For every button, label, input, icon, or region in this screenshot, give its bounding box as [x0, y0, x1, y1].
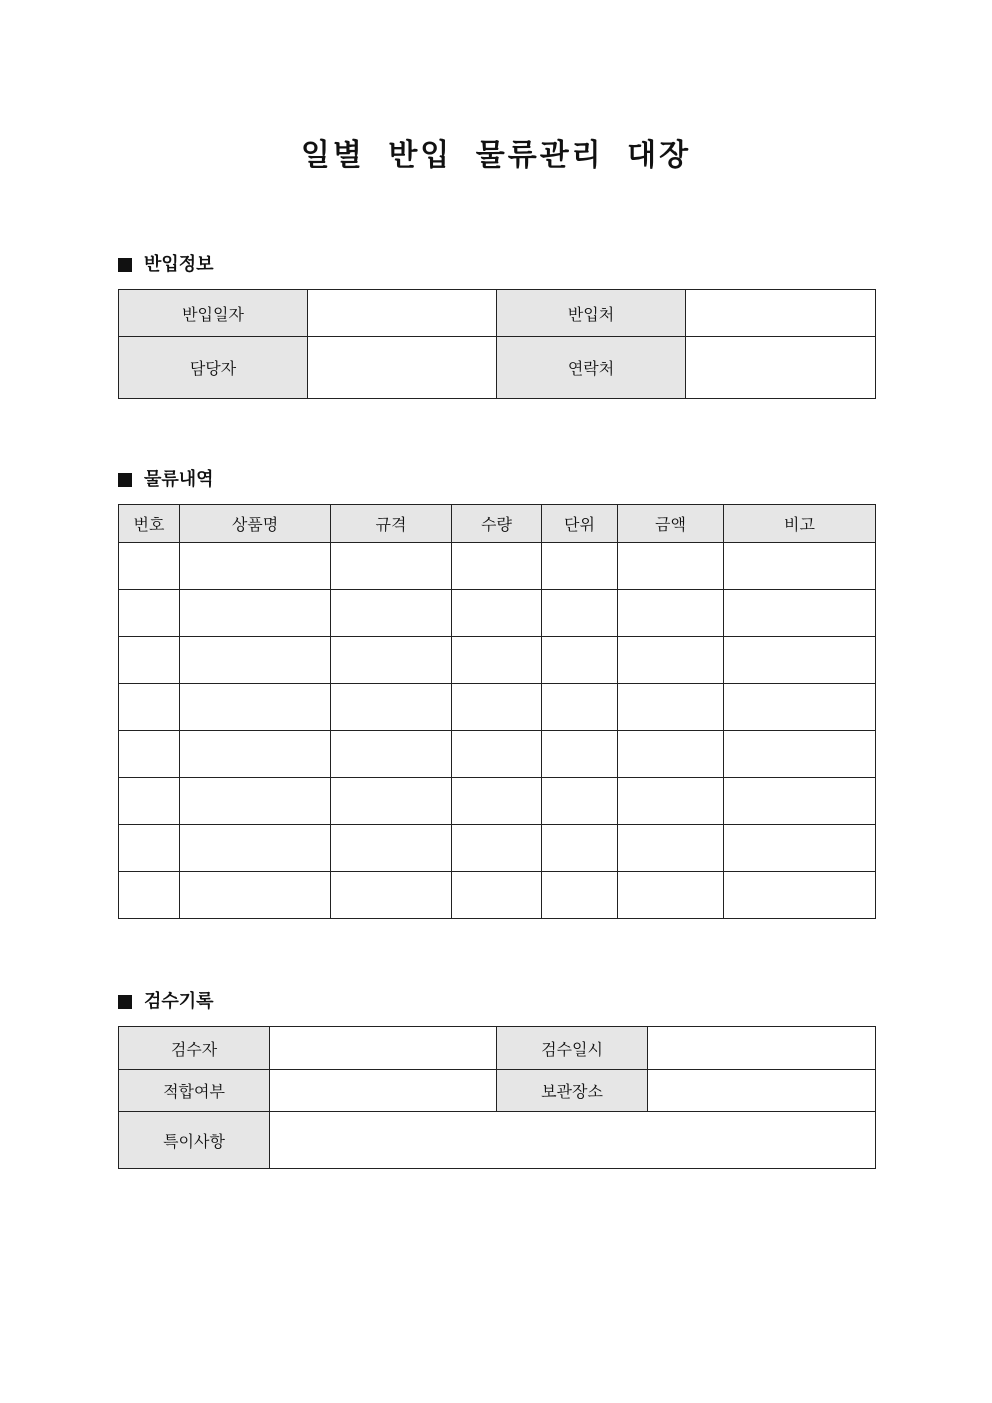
section-inspection-title — [118, 990, 214, 1014]
square-bullet-icon — [118, 473, 132, 487]
cell-no[interactable] — [119, 590, 180, 637]
cell-unit[interactable] — [542, 778, 618, 825]
inspection-date-label: 검수일시 — [497, 1027, 648, 1070]
cell-note[interactable] — [724, 590, 876, 637]
cell-product[interactable] — [180, 543, 331, 590]
cell-note[interactable] — [724, 825, 876, 872]
cell-product[interactable] — [180, 637, 331, 684]
cell-note[interactable] — [724, 778, 876, 825]
cell-no[interactable] — [119, 731, 180, 778]
square-bullet-icon — [118, 995, 132, 1009]
cell-amount[interactable] — [618, 637, 724, 684]
intake-contact-label: 연락처 — [497, 337, 686, 399]
intake-contact-field[interactable] — [686, 337, 876, 399]
cell-spec[interactable] — [331, 778, 452, 825]
cell-unit[interactable] — [542, 684, 618, 731]
cell-product[interactable] — [180, 590, 331, 637]
intake-manager-field[interactable] — [308, 337, 497, 399]
cell-amount[interactable] — [618, 543, 724, 590]
table-row — [119, 825, 876, 872]
cell-qty[interactable] — [452, 731, 542, 778]
inspector-label: 검수자 — [119, 1027, 270, 1070]
table-row — [119, 684, 876, 731]
cell-unit[interactable] — [542, 731, 618, 778]
cell-qty[interactable] — [452, 825, 542, 872]
cell-no[interactable] — [119, 684, 180, 731]
items-header-amount: 금액 — [618, 505, 724, 543]
cell-spec[interactable] — [331, 590, 452, 637]
cell-unit[interactable] — [542, 872, 618, 919]
square-bullet-icon — [118, 258, 132, 272]
section-inspection-label: 검수기록 — [144, 991, 214, 1012]
cell-spec[interactable] — [331, 637, 452, 684]
cell-unit[interactable] — [542, 543, 618, 590]
cell-product[interactable] — [180, 778, 331, 825]
inspection-date-field[interactable] — [648, 1027, 876, 1070]
table-row — [119, 731, 876, 778]
table-row — [119, 637, 876, 684]
cell-note[interactable] — [724, 731, 876, 778]
cell-no[interactable] — [119, 543, 180, 590]
cell-amount[interactable] — [618, 731, 724, 778]
cell-spec[interactable] — [331, 543, 452, 590]
cell-unit[interactable] — [542, 590, 618, 637]
cell-note[interactable] — [724, 543, 876, 590]
table-row — [119, 778, 876, 825]
items-table — [118, 504, 876, 919]
cell-qty[interactable] — [452, 778, 542, 825]
table-row — [119, 872, 876, 919]
items-header-spec: 규격 — [331, 505, 452, 543]
cell-no[interactable] — [119, 778, 180, 825]
storage-field[interactable] — [648, 1070, 876, 1112]
cell-spec[interactable] — [331, 825, 452, 872]
cell-amount[interactable] — [618, 825, 724, 872]
section-items-title — [118, 468, 214, 492]
cell-qty[interactable] — [452, 590, 542, 637]
items-header-no: 번호 — [119, 505, 180, 543]
cell-product[interactable] — [180, 872, 331, 919]
intake-table — [118, 289, 876, 399]
cell-qty[interactable] — [452, 637, 542, 684]
table-row — [119, 590, 876, 637]
cell-qty[interactable] — [452, 684, 542, 731]
storage-label: 보관장소 — [497, 1070, 648, 1112]
cell-amount[interactable] — [618, 684, 724, 731]
cell-product[interactable] — [180, 731, 331, 778]
section-intake-label: 반입정보 — [144, 254, 214, 275]
section-intake-title — [118, 253, 214, 277]
intake-manager-label: 담당자 — [119, 337, 308, 399]
remarks-label: 특이사항 — [119, 1112, 270, 1169]
table-row — [119, 543, 876, 590]
cell-no[interactable] — [119, 637, 180, 684]
inspection-table — [118, 1026, 876, 1169]
suitability-field[interactable] — [270, 1070, 497, 1112]
cell-spec[interactable] — [331, 872, 452, 919]
cell-unit[interactable] — [542, 825, 618, 872]
cell-amount[interactable] — [618, 872, 724, 919]
cell-spec[interactable] — [331, 731, 452, 778]
cell-note[interactable] — [724, 684, 876, 731]
intake-date-field[interactable] — [308, 290, 497, 337]
suitability-label: 적합여부 — [119, 1070, 270, 1112]
items-header-unit: 단위 — [542, 505, 618, 543]
cell-product[interactable] — [180, 684, 331, 731]
intake-source-field[interactable] — [686, 290, 876, 337]
intake-date-label: 반입일자 — [119, 290, 308, 337]
cell-unit[interactable] — [542, 637, 618, 684]
cell-no[interactable] — [119, 825, 180, 872]
inspector-field[interactable] — [270, 1027, 497, 1070]
cell-amount[interactable] — [618, 778, 724, 825]
items-header-qty: 수량 — [452, 505, 542, 543]
items-header-note: 비고 — [724, 505, 876, 543]
cell-qty[interactable] — [452, 872, 542, 919]
items-header-product: 상품명 — [180, 505, 331, 543]
intake-source-label: 반입처 — [497, 290, 686, 337]
page-title: 일별 반입 물류관리 대장 — [300, 138, 692, 173]
cell-note[interactable] — [724, 872, 876, 919]
cell-amount[interactable] — [618, 590, 724, 637]
cell-product[interactable] — [180, 825, 331, 872]
cell-no[interactable] — [119, 872, 180, 919]
remarks-field[interactable] — [270, 1112, 876, 1169]
section-items-label: 물류내역 — [144, 469, 214, 490]
cell-spec[interactable] — [331, 684, 452, 731]
cell-qty[interactable] — [452, 543, 542, 590]
cell-note[interactable] — [724, 637, 876, 684]
items-header-row — [119, 505, 876, 543]
